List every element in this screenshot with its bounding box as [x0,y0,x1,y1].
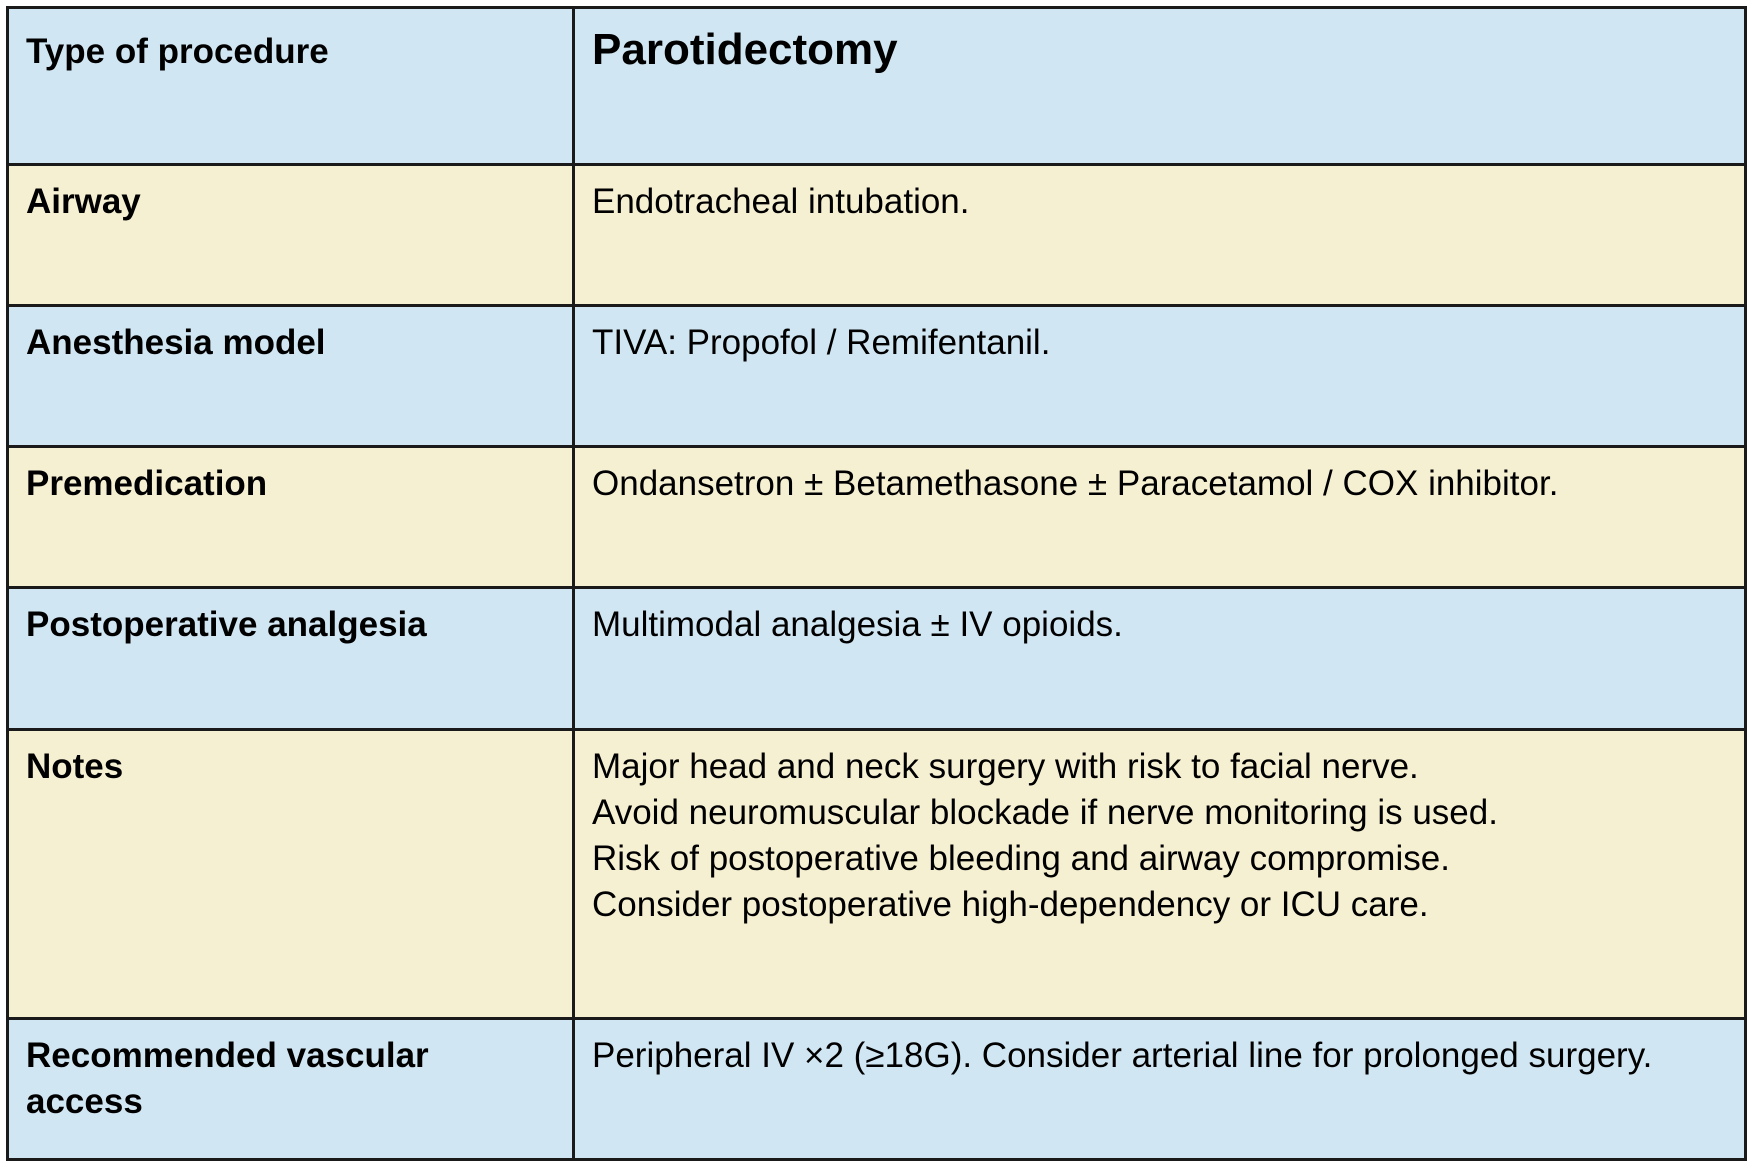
vascular-access-label-line: access [26,1081,143,1121]
procedure-type-value: Parotidectomy [574,8,1746,165]
premedication-value: Ondansetron ± Betamethasone ± Paracetamol / COX inhibitor. [574,447,1746,588]
notes-value [574,729,1746,1018]
premedication-label: Premedication [8,447,574,588]
vascular-access-label-line: Recommended vascular [26,1035,429,1075]
vascular-access-label [8,1018,574,1159]
note-line: Avoid neuromuscular blockade if nerve monitoring is used. [592,792,1498,832]
table-row-notes [8,729,1746,1018]
table-row-anesthesia-model [8,306,1746,447]
table-row-airway [8,164,1746,305]
anesthesia-model-value: TIVA: Propofol / Remifentanil. [574,306,1746,447]
postoperative-analgesia-value: Multimodal analgesia ± IV opioids. [574,588,1746,729]
table-row-premedication [8,447,1746,588]
procedure-table [6,6,1747,1161]
airway-label: Airway [8,164,574,305]
notes-label: Notes [8,729,574,1018]
note-line: Risk of postoperative bleeding and airway compromise. [592,838,1450,878]
table-row-header [8,8,1746,165]
table-row-postoperative-analgesia [8,588,1746,729]
note-line: Consider postoperative high-dependency or ICU care. [592,884,1429,924]
procedure-type-label: Type of procedure [8,8,574,165]
postoperative-analgesia-label: Postoperative analgesia [8,588,574,729]
airway-value: Endotracheal intubation. [574,164,1746,305]
note-line: Major head and neck surgery with risk to facial nerve. [592,746,1419,786]
table-row-vascular-access [8,1018,1746,1159]
anesthesia-model-label: Anesthesia model [8,306,574,447]
vascular-access-value: Peripheral IV ×2 (≥18G). Consider arterial line for prolonged surgery. [574,1018,1746,1159]
